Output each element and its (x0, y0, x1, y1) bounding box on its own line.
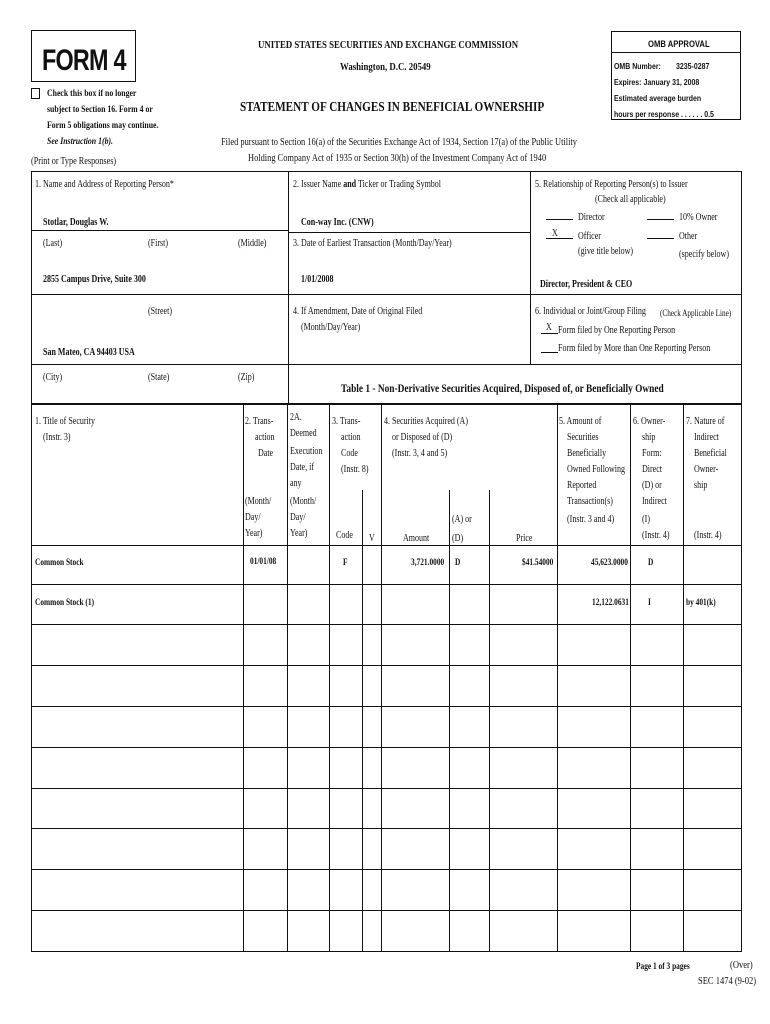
middle-label: (Middle) (238, 238, 267, 249)
col6-header-2: ship (642, 432, 656, 443)
one-person-mark[interactable]: X (546, 322, 552, 333)
officer-blank (546, 238, 573, 239)
section16-checkbox[interactable] (31, 88, 40, 99)
col-rule-7 (489, 490, 490, 952)
other-label: Other (679, 231, 698, 242)
col2a-header-5: any (290, 478, 302, 489)
col3-header-3: Code (341, 448, 358, 459)
agency-location: Washington, D.C. 20549 (340, 61, 431, 73)
col4-header-amount: Amount (403, 533, 430, 544)
col2a-header-1: 2A. (290, 412, 302, 423)
agency-name: UNITED STATES SECURITIES AND EXCHANGE COMMISSION (258, 39, 519, 51)
col6-header-4: Direct (642, 464, 662, 475)
col7-header-3: Beneficial (694, 448, 727, 459)
col2a-header-4: Date, if (290, 462, 314, 473)
col3-header-2: action (341, 432, 361, 443)
row1-date: 01/01/08 (250, 556, 277, 566)
col-rule-4 (362, 490, 363, 952)
section3-label: 3. Date of Earliest Transaction (Month/Day/Year) (293, 238, 452, 249)
director-blank[interactable] (546, 219, 573, 220)
col2-header-2: action (255, 432, 275, 443)
col2a-header-d: Day/ (290, 512, 306, 523)
filed-pursuant-2: Holding Company Act of 1935 or Section 30(h) of the Investment Company Act of 1940 (248, 153, 547, 164)
col-rule-8 (557, 404, 558, 952)
section2-label-and: and (343, 179, 357, 190)
col-rule-2 (287, 404, 288, 952)
section5-label: 5. Relationship of Reporting Person(s) to Issuer (535, 179, 688, 190)
row2-form: I (648, 597, 651, 607)
row2-security: Common Stock (1) (35, 597, 95, 607)
col6-header-7: (I) (642, 514, 650, 525)
section4-label-1: 4. If Amendment, Date of Original Filed (293, 306, 423, 317)
col2-header-y: Year) (245, 528, 263, 539)
col5-header-7: (Instr. 3 and 4) (567, 514, 615, 525)
one-person-label: Form filed by One Reporting Person (558, 325, 676, 336)
over-note: (Over) (730, 960, 753, 971)
col4-header-2: or Disposed of (D) (392, 432, 453, 443)
row2-nature: by 401(k) (686, 597, 716, 607)
row-rule-5 (31, 747, 742, 748)
col5-header-3: Beneficially (567, 448, 607, 459)
col2a-header-y: Year) (290, 528, 308, 539)
row1-owned: 45,623.0000 (591, 557, 628, 567)
table1-header-rule (31, 545, 742, 546)
col6-header-1: 6. Owner- (633, 416, 666, 427)
officer-title-value[interactable]: Director, President & CEO (540, 279, 633, 290)
print-type-note: (Print or Type Responses) (31, 156, 117, 167)
grid-rule-3 (31, 364, 742, 365)
omb-burden-2: hours per response . . . . . . 0.5 (614, 109, 714, 119)
col3-header-v: V (369, 533, 375, 544)
col5-header-4: Owned Following (567, 464, 625, 475)
section4-label-2: (Month/Day/Year) (301, 322, 361, 333)
col5-header-6: Transaction(s) (567, 496, 613, 507)
col7-header-4: Owner- (694, 464, 719, 475)
checkbox-text-1: Check this box if no longer (47, 89, 137, 99)
city-value[interactable]: San Mateo, CA 94403 USA (43, 347, 135, 358)
row1-security: Common Stock (35, 557, 84, 567)
col2-header-m: (Month/ (245, 496, 272, 507)
col-rule-5 (381, 404, 382, 952)
row1-code: F (343, 557, 348, 567)
section2-label-b: Ticker or Trading Symbol (356, 179, 442, 190)
omb-title: OMB APPROVAL (648, 39, 710, 49)
ten-pct-blank[interactable] (647, 219, 674, 220)
col6-header-3: Form: (642, 448, 662, 459)
col-rule-10 (683, 404, 684, 952)
first-label: (First) (148, 238, 168, 249)
omb-expires: Expires: January 31, 2008 (614, 77, 700, 87)
earliest-transaction-date[interactable]: 1/01/2008 (301, 274, 334, 285)
street-value[interactable]: 2855 Campus Drive, Suite 300 (43, 274, 146, 285)
col5-header-1: 5. Amount of (559, 416, 602, 427)
row1-form: D (648, 557, 654, 567)
more-person-label: Form filed by More than One Reporting Person (558, 343, 711, 354)
grid-divider-2 (530, 171, 531, 364)
sec-form-number: SEC 1474 (9-02) (698, 976, 757, 987)
row-rule-6 (31, 788, 742, 789)
last-label: (Last) (43, 238, 63, 249)
grid-rule-2 (31, 294, 742, 295)
row-rule-9 (31, 910, 742, 911)
row1-price: $41.54000 (522, 557, 554, 567)
checkbox-text-2: subject to Section 16. Form 4 or (47, 105, 153, 115)
director-label: Director (578, 212, 605, 223)
col-rule-3 (329, 404, 330, 952)
col2-header-3: Date (258, 448, 274, 459)
section2-label-a: 2. Issuer Name (293, 179, 344, 190)
col2a-header-2: Deemed (290, 428, 317, 439)
section6-check-line: (Check Applicable Line) (660, 308, 732, 318)
city-label: (City) (43, 372, 63, 383)
row-rule-7 (31, 828, 742, 829)
col2-header-1: 2. Trans- (245, 416, 274, 427)
col4-header-1: 4. Securities Acquired (A) (384, 416, 468, 427)
col2a-header-3: Execution (290, 446, 323, 457)
col3-header-4: (Instr. 8) (341, 464, 369, 475)
checkbox-text-4: See Instruction 1(b). (47, 137, 114, 147)
col3-header-1: 3. Trans- (332, 416, 361, 427)
state-label: (State) (148, 372, 170, 383)
col4-header-price: Price (516, 533, 533, 544)
col2-header-d: Day/ (245, 512, 261, 523)
officer-sub: (give title below) (578, 246, 634, 257)
name-underline (31, 230, 288, 231)
officer-mark[interactable]: X (552, 228, 558, 239)
issuer-name[interactable]: Con-way Inc. (CNW) (301, 217, 374, 228)
table1-title: Table 1 - Non-Derivative Securities Acquired, Disposed of, or Beneficially Owned (341, 381, 664, 395)
page-indicator: Page 1 of 3 pages (636, 961, 690, 971)
statement-title: STATEMENT OF CHANGES IN BENEFICIAL OWNERSHIP (240, 100, 545, 115)
row1-aord: D (455, 557, 461, 567)
col5-header-5: Reported (567, 480, 597, 491)
filed-pursuant-1: Filed pursuant to Section 16(a) of the Securities Exchange Act of 1934, Section 17(a) of the Public Utility (221, 137, 577, 148)
col3-header-code: Code (336, 530, 353, 541)
other-sub: (specify below) (679, 249, 729, 260)
row-rule-4 (31, 706, 742, 707)
one-person-blank (541, 333, 558, 334)
grid-rule-1 (288, 232, 530, 233)
col2a-header-m: (Month/ (290, 496, 317, 507)
col6-header-5: (D) or (642, 480, 662, 491)
row1-amount: 3,721.0000 (411, 557, 445, 567)
omb-number-label: OMB Number: (614, 61, 661, 71)
section5-check-all: (Check all applicable) (595, 194, 666, 205)
row2-owned: 12,122.0631 (592, 597, 629, 607)
row-rule-8 (31, 869, 742, 870)
row-rule-2 (31, 624, 742, 625)
omb-divider (611, 52, 741, 53)
row-rule-3 (31, 665, 742, 666)
col1-header-1: 1. Title of Security (35, 416, 96, 427)
col7-header-6: (Instr. 4) (694, 530, 722, 541)
col4-header-3: (Instr. 3, 4 and 5) (392, 448, 448, 459)
form-title: FORM 4 (42, 44, 126, 77)
col7-header-5: ship (694, 480, 708, 491)
section1-label: 1. Name and Address of Reporting Person* (35, 179, 174, 190)
officer-label: Officer (578, 231, 601, 242)
col4-header-aord-1: (A) or (452, 514, 472, 525)
col-rule-9 (630, 404, 631, 952)
zip-label: (Zip) (238, 372, 255, 383)
col4-header-aord-2: (D) (452, 533, 464, 544)
other-blank[interactable] (647, 238, 674, 239)
row-rule-1 (31, 584, 742, 585)
col1-header-2: (Instr. 3) (43, 432, 71, 443)
col-rule-6 (449, 490, 450, 952)
col5-header-2: Securities (567, 432, 599, 443)
col6-header-8: (Instr. 4) (642, 530, 670, 541)
section6-label: 6. Individual or Joint/Group Filing (535, 306, 646, 317)
more-person-blank[interactable] (541, 352, 558, 353)
col-rule-1 (243, 404, 244, 952)
section2-label (293, 179, 441, 191)
grid-divider-1 (288, 171, 289, 404)
ten-pct-label: 10% Owner (679, 212, 718, 223)
col6-header-6: Indirect (642, 496, 667, 507)
col7-header-1: 7. Nature of (686, 416, 725, 427)
reporting-person-name[interactable]: Stotlar, Douglas W. (43, 217, 109, 228)
omb-number: 3235-0287 (676, 61, 710, 71)
col7-header-2: Indirect (694, 432, 719, 443)
checkbox-text-3: Form 5 obligations may continue. (47, 121, 159, 131)
omb-burden-1: Estimated average burden (614, 93, 702, 103)
street-label: (Street) (148, 306, 172, 317)
